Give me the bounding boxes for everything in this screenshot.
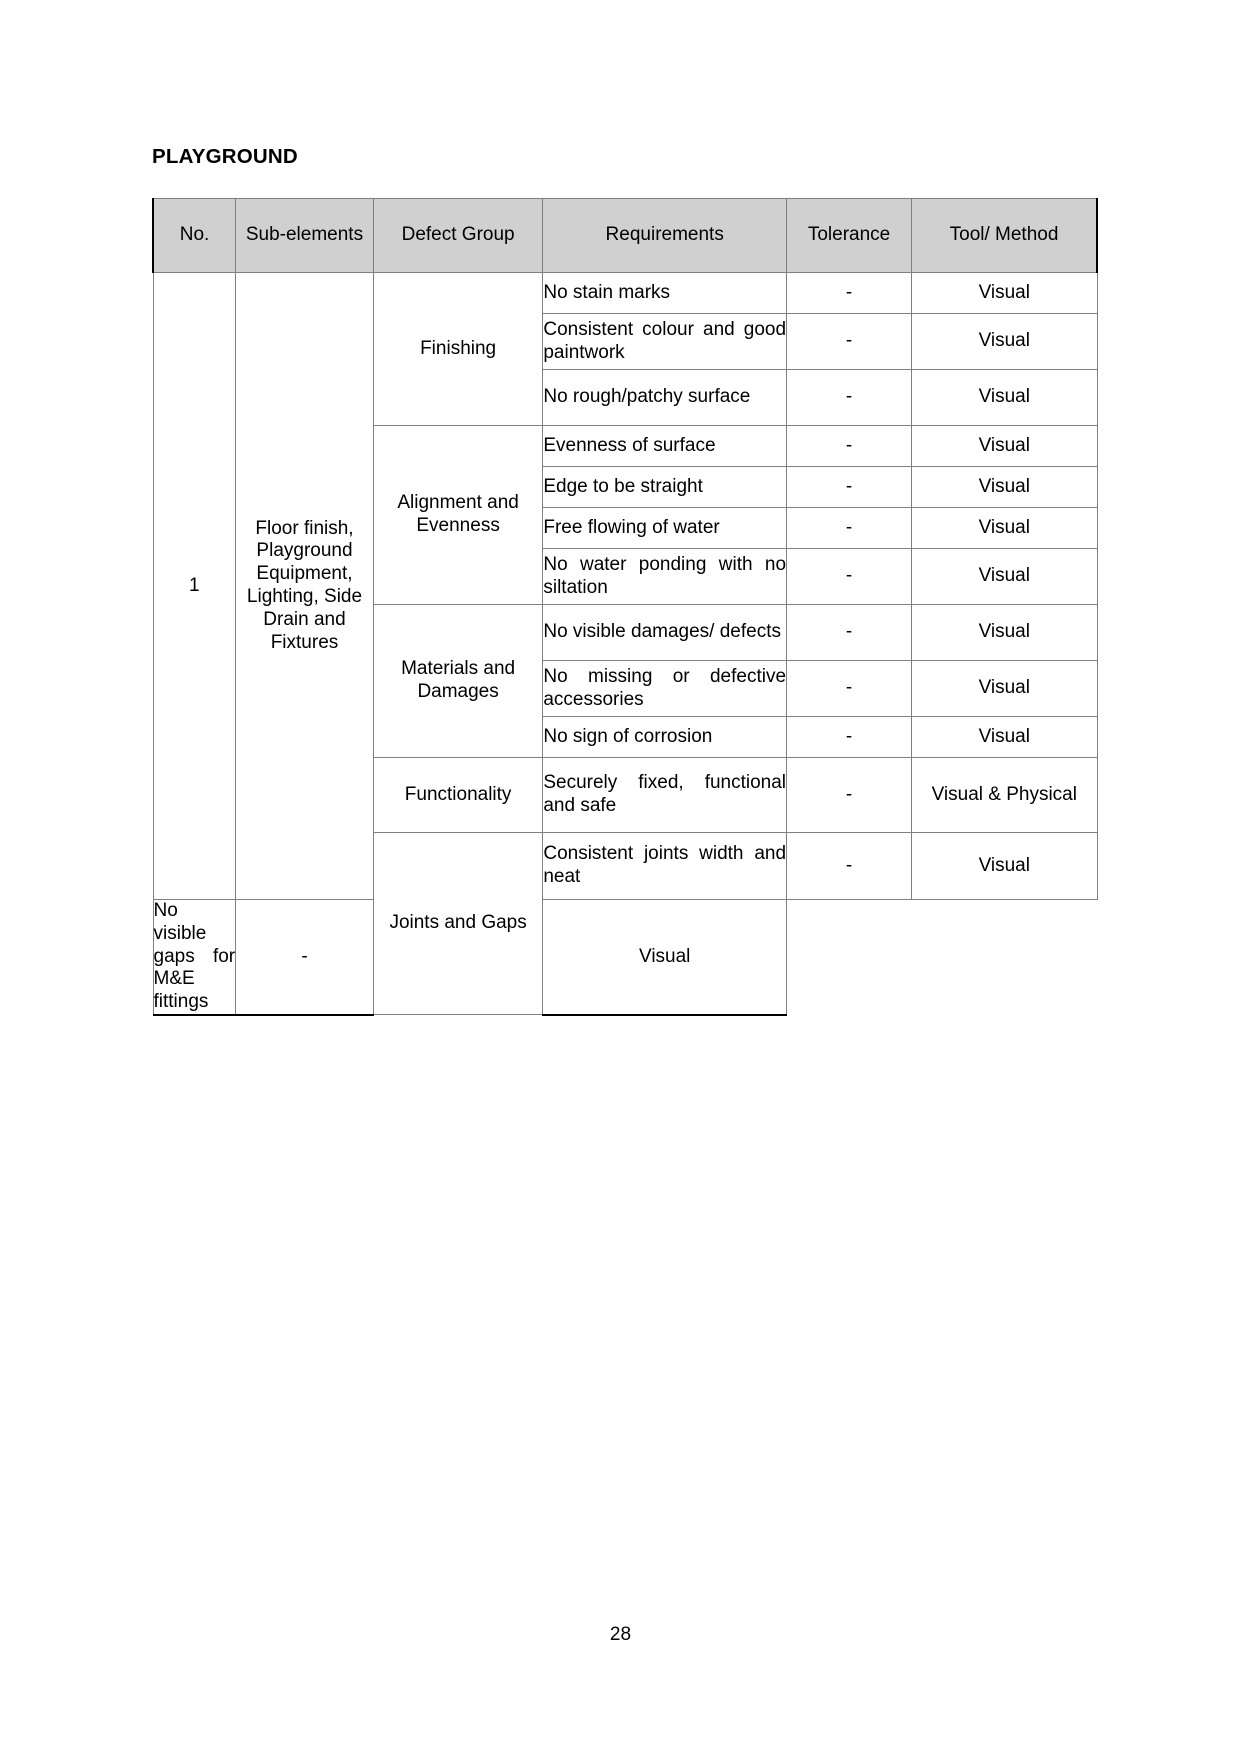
tolerance-cell: - — [787, 833, 912, 900]
tool-method-cell: Visual & Physical — [912, 758, 1097, 833]
requirement-cell: Consistent colour and good paintwork — [543, 314, 787, 370]
tolerance-cell: - — [787, 508, 912, 549]
tool-method-cell: Visual — [912, 549, 1097, 605]
tolerance-cell: - — [787, 605, 912, 661]
tool-method-cell: Visual — [912, 426, 1097, 467]
requirement-cell: Consistent joints width and neat — [543, 833, 787, 900]
tool-method-cell: Visual — [912, 467, 1097, 508]
table-body — [153, 273, 1097, 1015]
column-header-tool-method: Tool/ Method — [912, 199, 1097, 273]
tolerance-cell: - — [787, 370, 912, 426]
column-header-no: No. — [153, 199, 236, 273]
page-number: 28 — [609, 1624, 632, 1645]
table-row — [153, 900, 1097, 1015]
requirement-cell: No missing or defective accessories — [543, 661, 787, 717]
tolerance-cell: - — [787, 314, 912, 370]
tolerance-cell: - — [787, 549, 912, 605]
inspection-checklist-table — [152, 198, 1098, 1016]
tolerance-cell: - — [787, 758, 912, 833]
tolerance-cell: - — [787, 273, 912, 314]
sub-elements-cell: Floor finish, Playground Equipment, Lighting, Side Drain and Fixtures — [236, 273, 374, 900]
requirement-cell: No water ponding with no siltation — [543, 549, 787, 605]
requirement-cell: No rough/patchy surface — [543, 370, 787, 426]
requirement-cell: No visible damages/ defects — [543, 605, 787, 661]
requirement-cell: Evenness of surface — [543, 426, 787, 467]
table-header-row — [153, 199, 1097, 273]
tolerance-cell: - — [787, 467, 912, 508]
tolerance-cell: - — [787, 717, 912, 758]
tolerance-cell: - — [787, 426, 912, 467]
column-header-sub-elements: Sub-elements — [236, 199, 374, 273]
tool-method-cell: Visual — [912, 661, 1097, 717]
column-header-defect-group: Defect Group — [373, 199, 543, 273]
defect-group-cell: Alignment and Evenness — [373, 426, 543, 605]
requirement-cell: No stain marks — [543, 273, 787, 314]
defect-group-cell: Joints and Gaps — [373, 833, 543, 1015]
requirement-cell: No sign of corrosion — [543, 717, 787, 758]
tolerance-cell: - — [787, 661, 912, 717]
tool-method-cell: Visual — [912, 833, 1097, 900]
row-number-cell: 1 — [153, 273, 236, 900]
tool-method-cell: Visual — [912, 314, 1097, 370]
requirement-cell: Securely fixed, functional and safe — [543, 758, 787, 833]
column-header-tolerance: Tolerance — [787, 199, 912, 273]
requirement-cell: No visible gaps for M&E fittings — [153, 900, 236, 1015]
tool-method-cell: Visual — [912, 273, 1097, 314]
requirement-cell: Free flowing of water — [543, 508, 787, 549]
defect-group-cell: Functionality — [373, 758, 543, 833]
tool-method-cell: Visual — [543, 900, 787, 1015]
tool-method-cell: Visual — [912, 605, 1097, 661]
requirement-cell: Edge to be straight — [543, 467, 787, 508]
tool-method-cell: Visual — [912, 717, 1097, 758]
tolerance-cell: - — [236, 900, 374, 1015]
defect-group-cell: Finishing — [373, 273, 543, 426]
tool-method-cell: Visual — [912, 508, 1097, 549]
table-row — [153, 273, 1097, 314]
tool-method-cell: Visual — [912, 370, 1097, 426]
defect-group-cell: Materials and Damages — [373, 605, 543, 758]
column-header-requirements: Requirements — [543, 199, 787, 273]
page-title: PLAYGROUND — [152, 145, 298, 168]
